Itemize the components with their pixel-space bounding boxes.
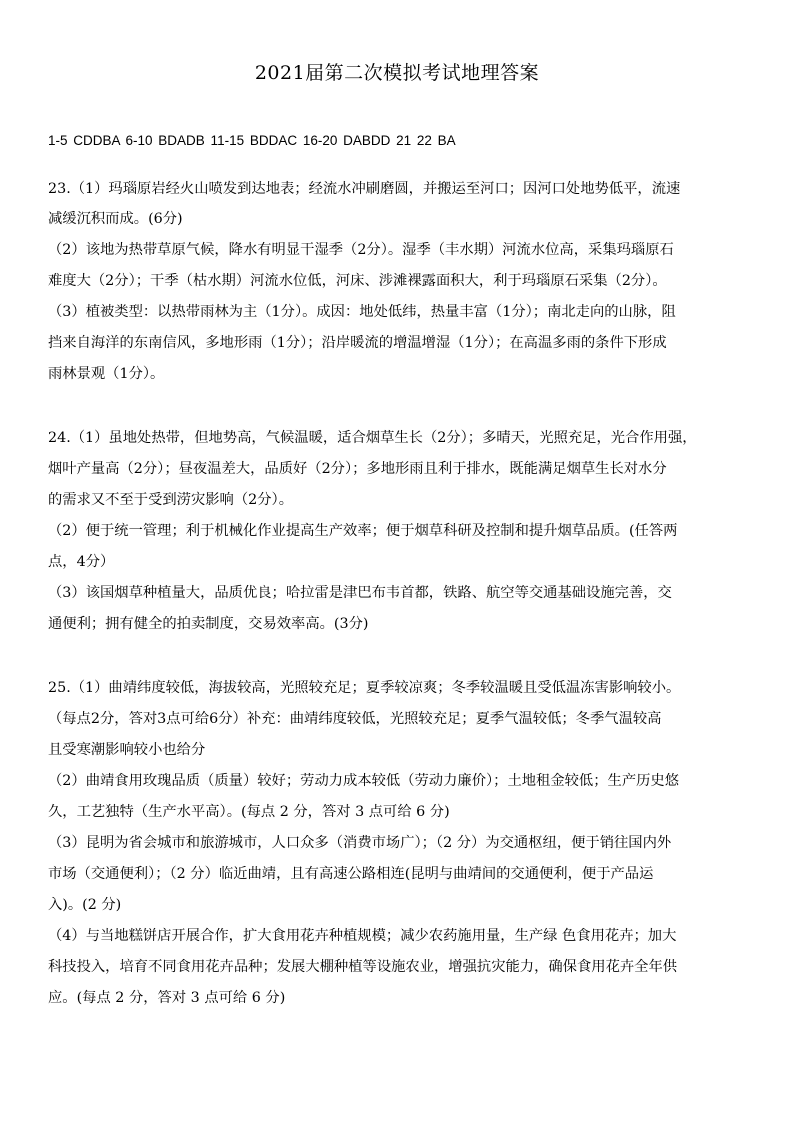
q25-line: 市场（交通便利）；（2 分）临近曲靖，且有高速公路相连(昆明与曲靖间的交通便利，便于产品运 (48, 866, 654, 882)
q23-line: 雨林景观（1分）。 (48, 366, 165, 382)
q23-line: 挡来自海洋的东南信风，多地形雨（1分）；沿岸暖流的增温增湿（1分）；在高温多雨的条件下形成 (48, 335, 667, 351)
q23-line: 23.（1）玛瑙原岩经火山喷发到达地表；经流水冲刷磨圆，并搬运至河口；因河口处地势低平，流速 (48, 181, 681, 197)
q24-line: 通便利；拥有健全的拍卖制度，交易效率高。(3分) (48, 616, 369, 632)
q25-line: （2）曲靖食用玫瑰品质（质量）较好；劳动力成本较低（劳动力廉价）；土地租金较低；生产历史悠 (48, 773, 680, 789)
q23-line: （3）植被类型：以热带雨林为主（1分）。成因：地处低纬，热量丰富（1分）；南北走向的山脉，阻 (48, 304, 676, 320)
q25-line: 久，工艺独特（生产水平高）。(每点 2 分，答对 3 点可给 6 分) (48, 804, 450, 820)
q25-line: 科技投入，培育不同食用花卉品种；发展大棚种植等设施农业，增强抗灾能力，确保食用花卉全年供 (48, 959, 678, 975)
q24-line: 的需求又不至于受到涝灾影响（2分）。 (48, 492, 293, 508)
q23-line: （2）该地为热带草原气候，降水有明显干湿季（2分）。湿季（丰水期）河流水位高，采集玛瑙原石 (48, 242, 674, 258)
q24-line: （2）便于统一管理；利于机械化作业提高生产效率；便于烟草科研及控制和提升烟草品质。(任答两 (48, 523, 678, 539)
q24-line: （3）该国烟草种植量大，品质优良；哈拉雷是津巴布韦首都，铁路、航空等交通基础设施完善，交 (48, 585, 672, 601)
q25-line: 且受寒潮影响较小也给分 (48, 742, 206, 758)
q25-line: 入)。(2 分) (48, 897, 122, 913)
q24-line: 烟叶产量高（2分）；昼夜温差大，品质好（2分）；多地形雨且利于排水，既能满足烟草生长对水分 (48, 461, 667, 477)
q24-line: 点，4分） (48, 554, 115, 570)
q23-line: 难度大（2分）；干季（枯水期）河流水位低，河床、涉滩裸露面积大，利于玛瑙原石采集（2分）。 (48, 273, 667, 289)
q25-line: 应。(每点 2 分，答对 3 点可给 6 分) (48, 990, 286, 1006)
choice-answers: 1-5 CDDBA 6-10 BDADB 11-15 BDDAC 16-20 DABDD 21 22 BA (48, 133, 456, 148)
document-title: 2021届第二次模拟考试地理答案 (254, 62, 540, 84)
q25-line: （4）与当地糕饼店开展合作，扩大食用花卉种植规模；减少农药施用量，生产绿 色食用花卉；加大 (48, 928, 677, 944)
q25-line: （每点2分，答对3点可给6分）补充：曲靖纬度较低，光照较充足；夏季气温较低；冬季气温较高 (48, 711, 662, 727)
q25-line: 25.（1）曲靖纬度较低，海拔较高，光照较充足；夏季较凉爽；冬季较温暖且受低温冻害影响较小。 (48, 680, 681, 696)
q24-line: 24.（1）虽地处热带，但地势高，气候温暖，适合烟草生长（2分）；多晴天，光照充足，光合作用强， (48, 430, 697, 446)
q25-line: （3）昆明为省会城市和旅游城市，人口众多（消费市场广）；（2 分）为交通枢纽，便于销往国内外 (48, 835, 672, 851)
q23-line: 减缓沉积而成。(6分) (48, 211, 183, 227)
